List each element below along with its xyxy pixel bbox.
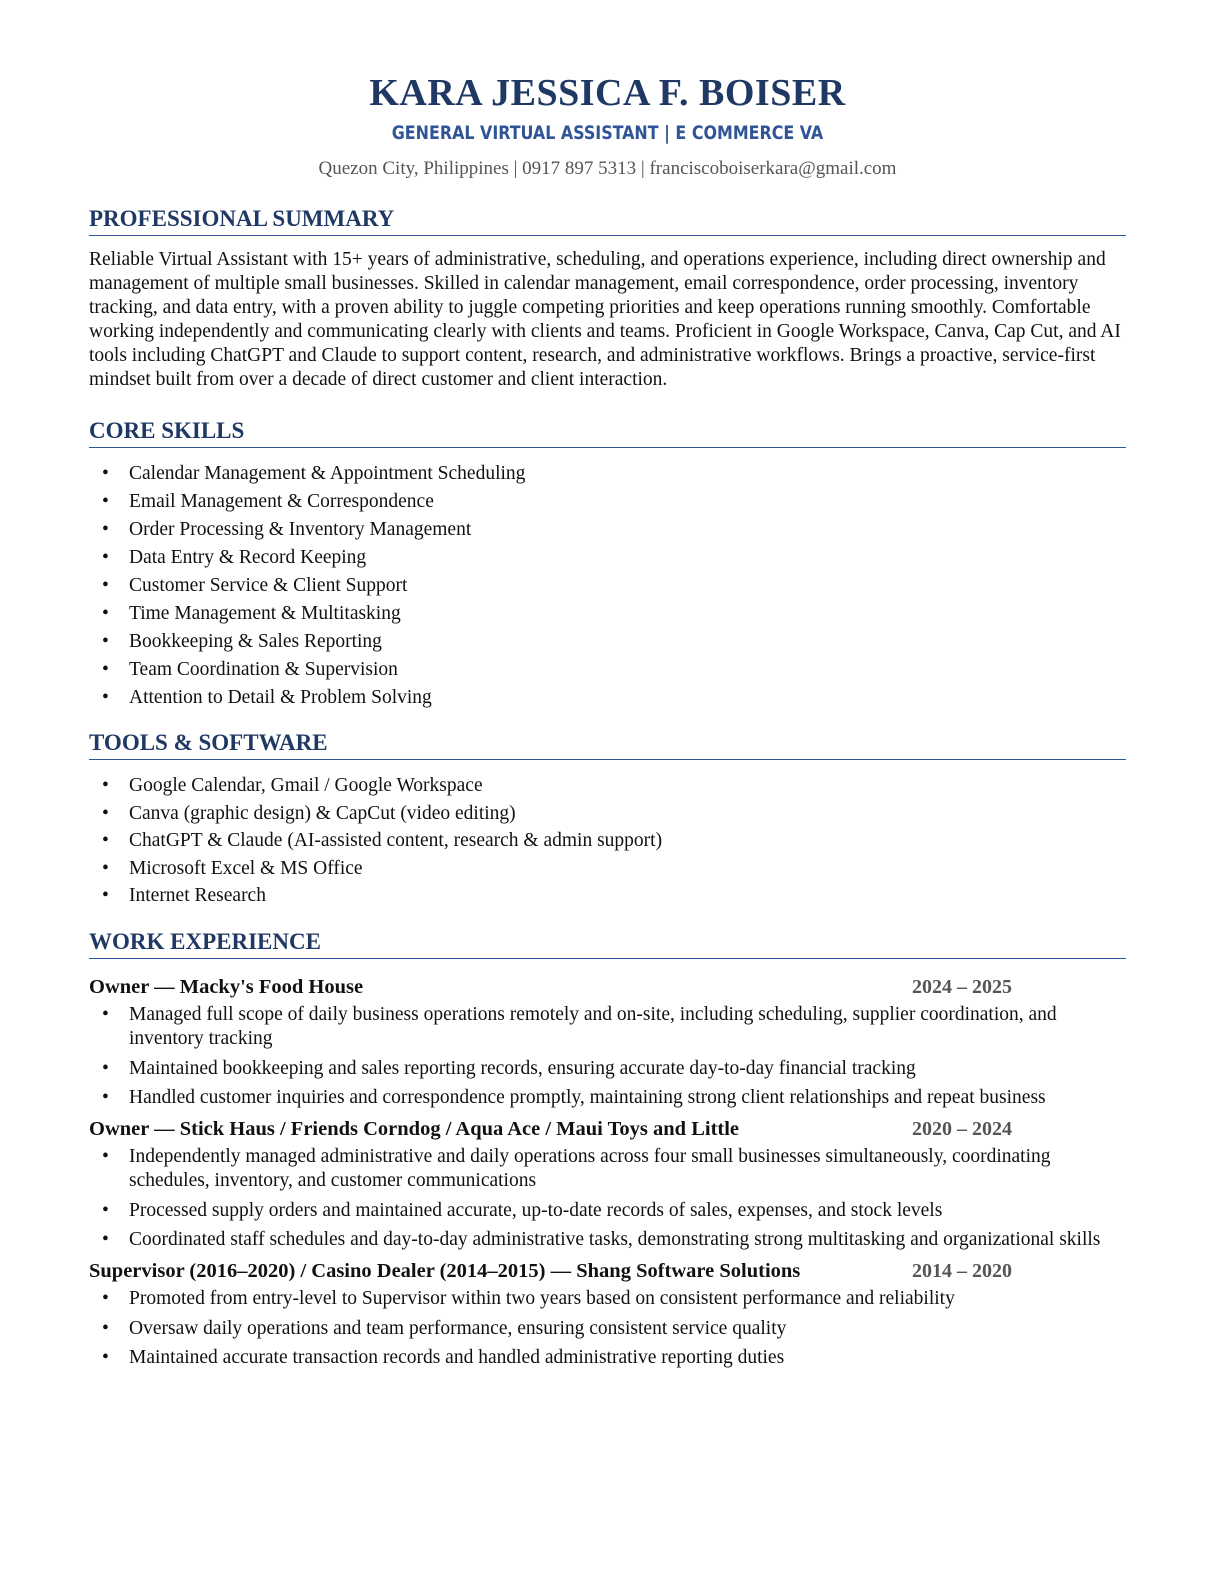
job-title: Owner — Macky's Food House [89, 976, 364, 999]
job-bullet: • Managed full scope of daily business operations remotely and on-site, including scheduling, supplier coordination, and inventory tracking [89, 1003, 1126, 1051]
experience-heading: WORK EXPERIENCE [89, 929, 1126, 959]
tool-item: • Canva (graphic design) & CapCut (video editing) [89, 802, 1126, 826]
job-entry [89, 1117, 1126, 1252]
summary-section [89, 206, 1126, 392]
skill-item: • Order Processing & Inventory Management [89, 518, 1126, 542]
job-title: Owner — Stick Haus / Friends Corndog / Aqua Ace / Maui Toys and Little [89, 1118, 740, 1141]
skill-item: • Data Entry & Record Keeping [89, 546, 1126, 570]
tool-item: • Microsoft Excel & MS Office [89, 857, 1126, 881]
skill-item: • Calendar Management & Appointment Scheduling [89, 462, 1126, 486]
skill-item: • Customer Service & Client Support [89, 574, 1126, 598]
skill-item: • Time Management & Multitasking [89, 602, 1126, 626]
tools-section [89, 730, 1126, 908]
skills-list [89, 462, 1126, 710]
job-title: Supervisor (2016–2020) / Casino Dealer (2014–2015) — Shang Software Solutions [89, 1260, 801, 1283]
job-bullets [89, 1287, 1126, 1370]
contact-line: Quezon City, Philippines | 0917 897 5313 | franciscoboiserkara@gmail.com [318, 158, 897, 179]
job-bullet: • Maintained bookkeeping and sales reporting records, ensuring accurate day-to-day financial tracking [89, 1057, 1126, 1081]
skill-item: • Bookkeeping & Sales Reporting [89, 630, 1126, 654]
skill-item: • Team Coordination & Supervision [89, 658, 1126, 682]
job-bullet: • Coordinated staff schedules and day-to-day administrative tasks, demonstrating strong multitasking and organizational skills [89, 1228, 1126, 1252]
summary-text: Reliable Virtual Assistant with 15+ years of administrative, scheduling, and operations experience, including direct ownership and management of multiple small businesses. Skilled in calendar management, email correspondence, order processing, inventory tracking, and data entry, with a proven ability to juggle competing priorities and keep operations running smoothly. Comfortable working independently and communicating clearly with clients and teams. Proficient in Google Workspace, Canva, Cap Cut, and AI tools including ChatGPT and Claude to support content, research, and administrative workflows. Brings a proactive, service-first mindset built from over a decade of direct customer and client interaction. [89, 249, 1121, 390]
job-bullet: • Handled customer inquiries and correspondence promptly, maintaining strong client relationships and repeat business [89, 1086, 1126, 1110]
tools-heading: TOOLS & SOFTWARE [89, 730, 1126, 760]
job-dates: 2020 – 2024 [912, 1118, 1012, 1141]
job-bullets [89, 1003, 1126, 1110]
job-bullets [89, 1145, 1126, 1252]
job-header [89, 975, 1126, 999]
job-bullet: • Maintained accurate transaction records and handled administrative reporting duties [89, 1346, 1126, 1370]
candidate-name: KARA JESSICA F. BOISER [369, 72, 846, 114]
job-bullet: • Processed supply orders and maintained accurate, up-to-date records of sales, expenses, and stock levels [89, 1199, 1126, 1223]
job-entry [89, 975, 1126, 1110]
job-dates: 2014 – 2020 [912, 1260, 1012, 1283]
job-header [89, 1259, 1126, 1283]
tool-item: • Internet Research [89, 884, 1126, 908]
job-bullet: • Promoted from entry-level to Supervisor within two years based on consistent performance and reliability [89, 1287, 1126, 1311]
summary-heading: PROFESSIONAL SUMMARY [89, 206, 1126, 236]
tool-item: • Google Calendar, Gmail / Google Workspace [89, 774, 1126, 798]
job-header [89, 1117, 1126, 1141]
skill-item: • Email Management & Correspondence [89, 490, 1126, 514]
job-dates: 2024 – 2025 [912, 976, 1012, 999]
job-entry [89, 1259, 1126, 1370]
job-bullet: • Independently managed administrative and daily operations across four small businesses simultaneously, coordinating schedules, inventory, and customer communications [89, 1145, 1126, 1193]
experience-section [89, 929, 1126, 1370]
skill-item: • Attention to Detail & Problem Solving [89, 686, 1126, 710]
candidate-title: GENERAL VIRTUAL ASSISTANT | E COMMERCE VA [391, 122, 824, 144]
job-bullet: • Oversaw daily operations and team performance, ensuring consistent service quality [89, 1317, 1126, 1341]
skills-heading: CORE SKILLS [89, 418, 1126, 448]
skills-section [89, 418, 1126, 710]
tool-item: • ChatGPT & Claude (AI-assisted content, research & admin support) [89, 829, 1126, 853]
tools-list [89, 774, 1126, 908]
